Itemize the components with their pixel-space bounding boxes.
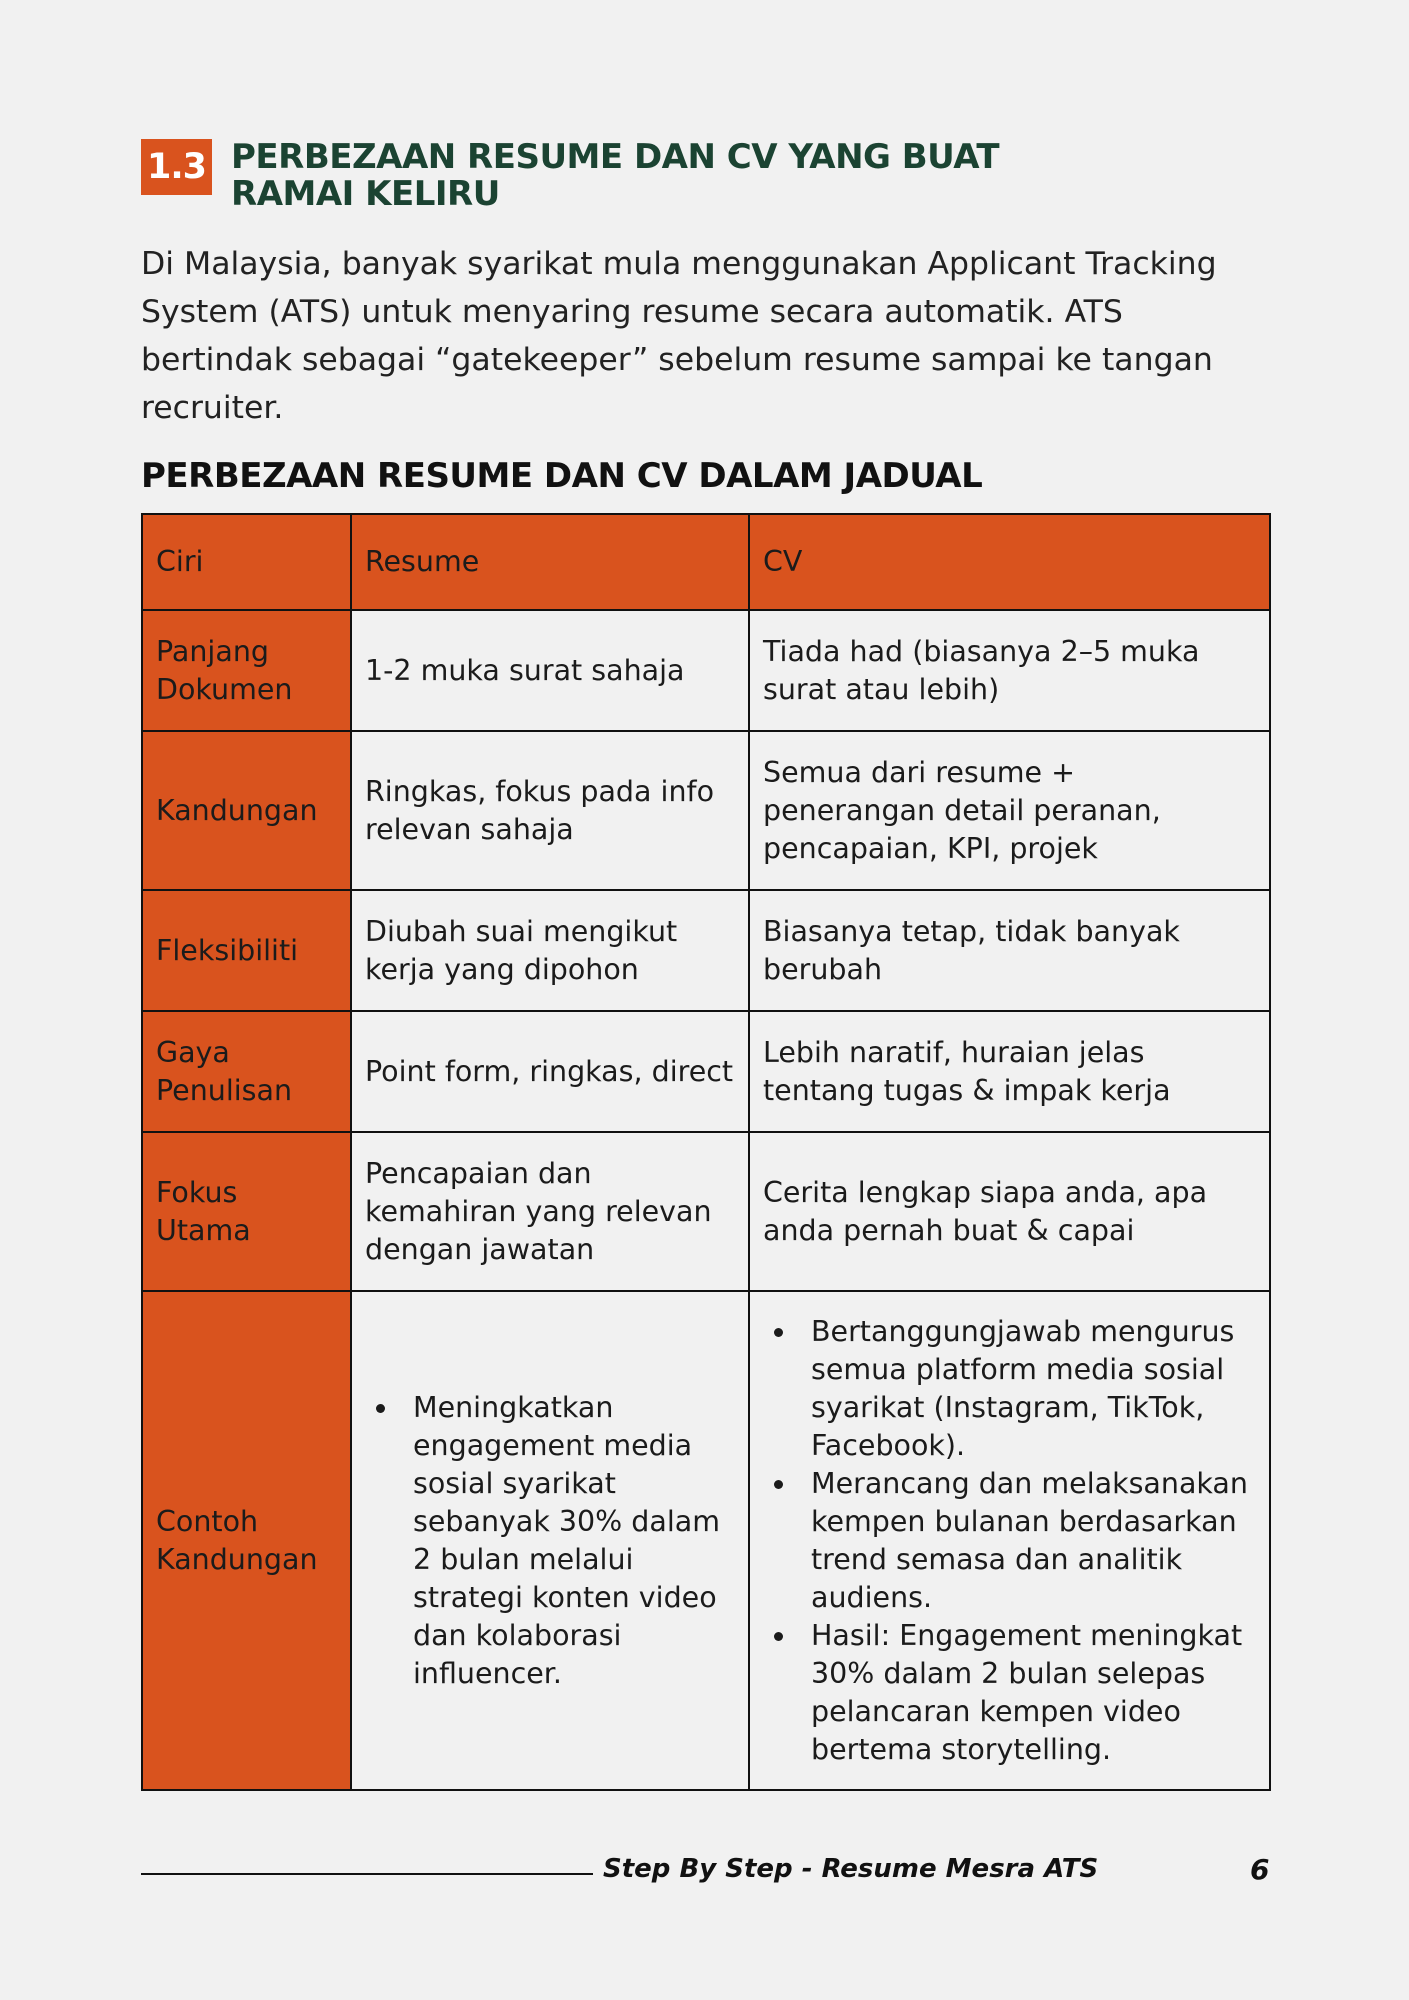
section-number-badge: 1.3 [141,139,212,195]
table-row [142,610,1270,731]
intro-paragraph: Di Malaysia, banyak syarikat mula menggunakan Applicant Tracking System (ATS) untuk menyaring resume secara automatik. ATS bertindak sebagai “gatekeeper” sebelum resume sampai ke tangan recruiter. [141,246,1217,426]
row-resume-cell: Pencapaian dan kemahiran yang relevan dengan jawatan [351,1132,749,1291]
footer-divider [141,1873,593,1875]
row-resume-cell: Point form, ringkas, direct [351,1011,749,1132]
table-row [142,731,1270,890]
header-ciri: Ciri [142,514,351,610]
table-row [142,1011,1270,1132]
cv-bullet-item: • Merancang dan melaksanakan kempen bulanan berdasarkan trend semasa dan analitik audiens. [798,1465,1256,1617]
row-ciri-cell: Kandungan [142,731,351,890]
cv-bullet-list [763,1313,1256,1769]
row-cv-cell: Cerita lengkap siapa anda, apa anda pernah buat & capai [749,1132,1270,1291]
row-cv-cell: Lebih naratif, huraian jelas tentang tugas & impak kerja [749,1011,1270,1132]
row-cv-cell: Semua dari resume + penerangan detail peranan, pencapaian, KPI, projek [749,731,1270,890]
table-row [142,1132,1270,1291]
cv-bullet-item: • Hasil: Engagement meningkat 30% dalam 2 bulan selepas pelancaran kempen video bertema storytelling. [798,1617,1256,1769]
row-cv-cell: Tiada had (biasanya 2–5 muka surat atau lebih) [749,610,1270,731]
resume-bullet-item: • Meningkatkan engagement media sosial syarikat sebanyak 30% dalam 2 bulan melalui strategi konten video dan kolaborasi influencer. [400,1389,735,1693]
row-resume-cell: 1-2 muka surat sahaja [351,610,749,731]
section-title: PERBEZAAN RESUME DAN CV YANG BUAT RAMAI KELIRU [231,137,1000,214]
row-cv-cell: Biasanya tetap, tidak banyak berubah [749,890,1270,1011]
cv-bullet-item: • Bertanggungjawab mengurus semua platform media sosial syarikat (Instagram, TikTok, Facebook). [798,1313,1256,1465]
table-title: PERBEZAAN RESUME DAN CV DALAM JADUAL [141,456,983,496]
row-ciri-cell: Panjang Dokumen [142,610,351,731]
resume-bullet-list [365,1389,735,1693]
table-row [142,890,1270,1011]
table-header-row [142,514,1270,610]
row-resume-cell: Ringkas, fokus pada info relevan sahaja [351,731,749,890]
example-resume-cell [351,1291,749,1790]
footer-title: Step By Step - Resume Mesra ATS [603,1854,1099,1884]
row-resume-cell: Diubah suai mengikut kerja yang dipohon [351,890,749,1011]
header-resume: Resume [351,514,749,610]
row-ciri-cell: Fokus Utama [142,1132,351,1291]
page-number: 6 [1250,1853,1270,1886]
table-row-example [142,1291,1270,1790]
comparison-table [141,513,1271,1791]
row-ciri-cell: Contoh Kandungan [142,1291,351,1790]
row-ciri-cell: Fleksibiliti [142,890,351,1011]
row-ciri-cell: Gaya Penulisan [142,1011,351,1132]
example-cv-cell [749,1291,1270,1790]
section-heading [141,139,1261,213]
header-cv: CV [749,514,1270,610]
